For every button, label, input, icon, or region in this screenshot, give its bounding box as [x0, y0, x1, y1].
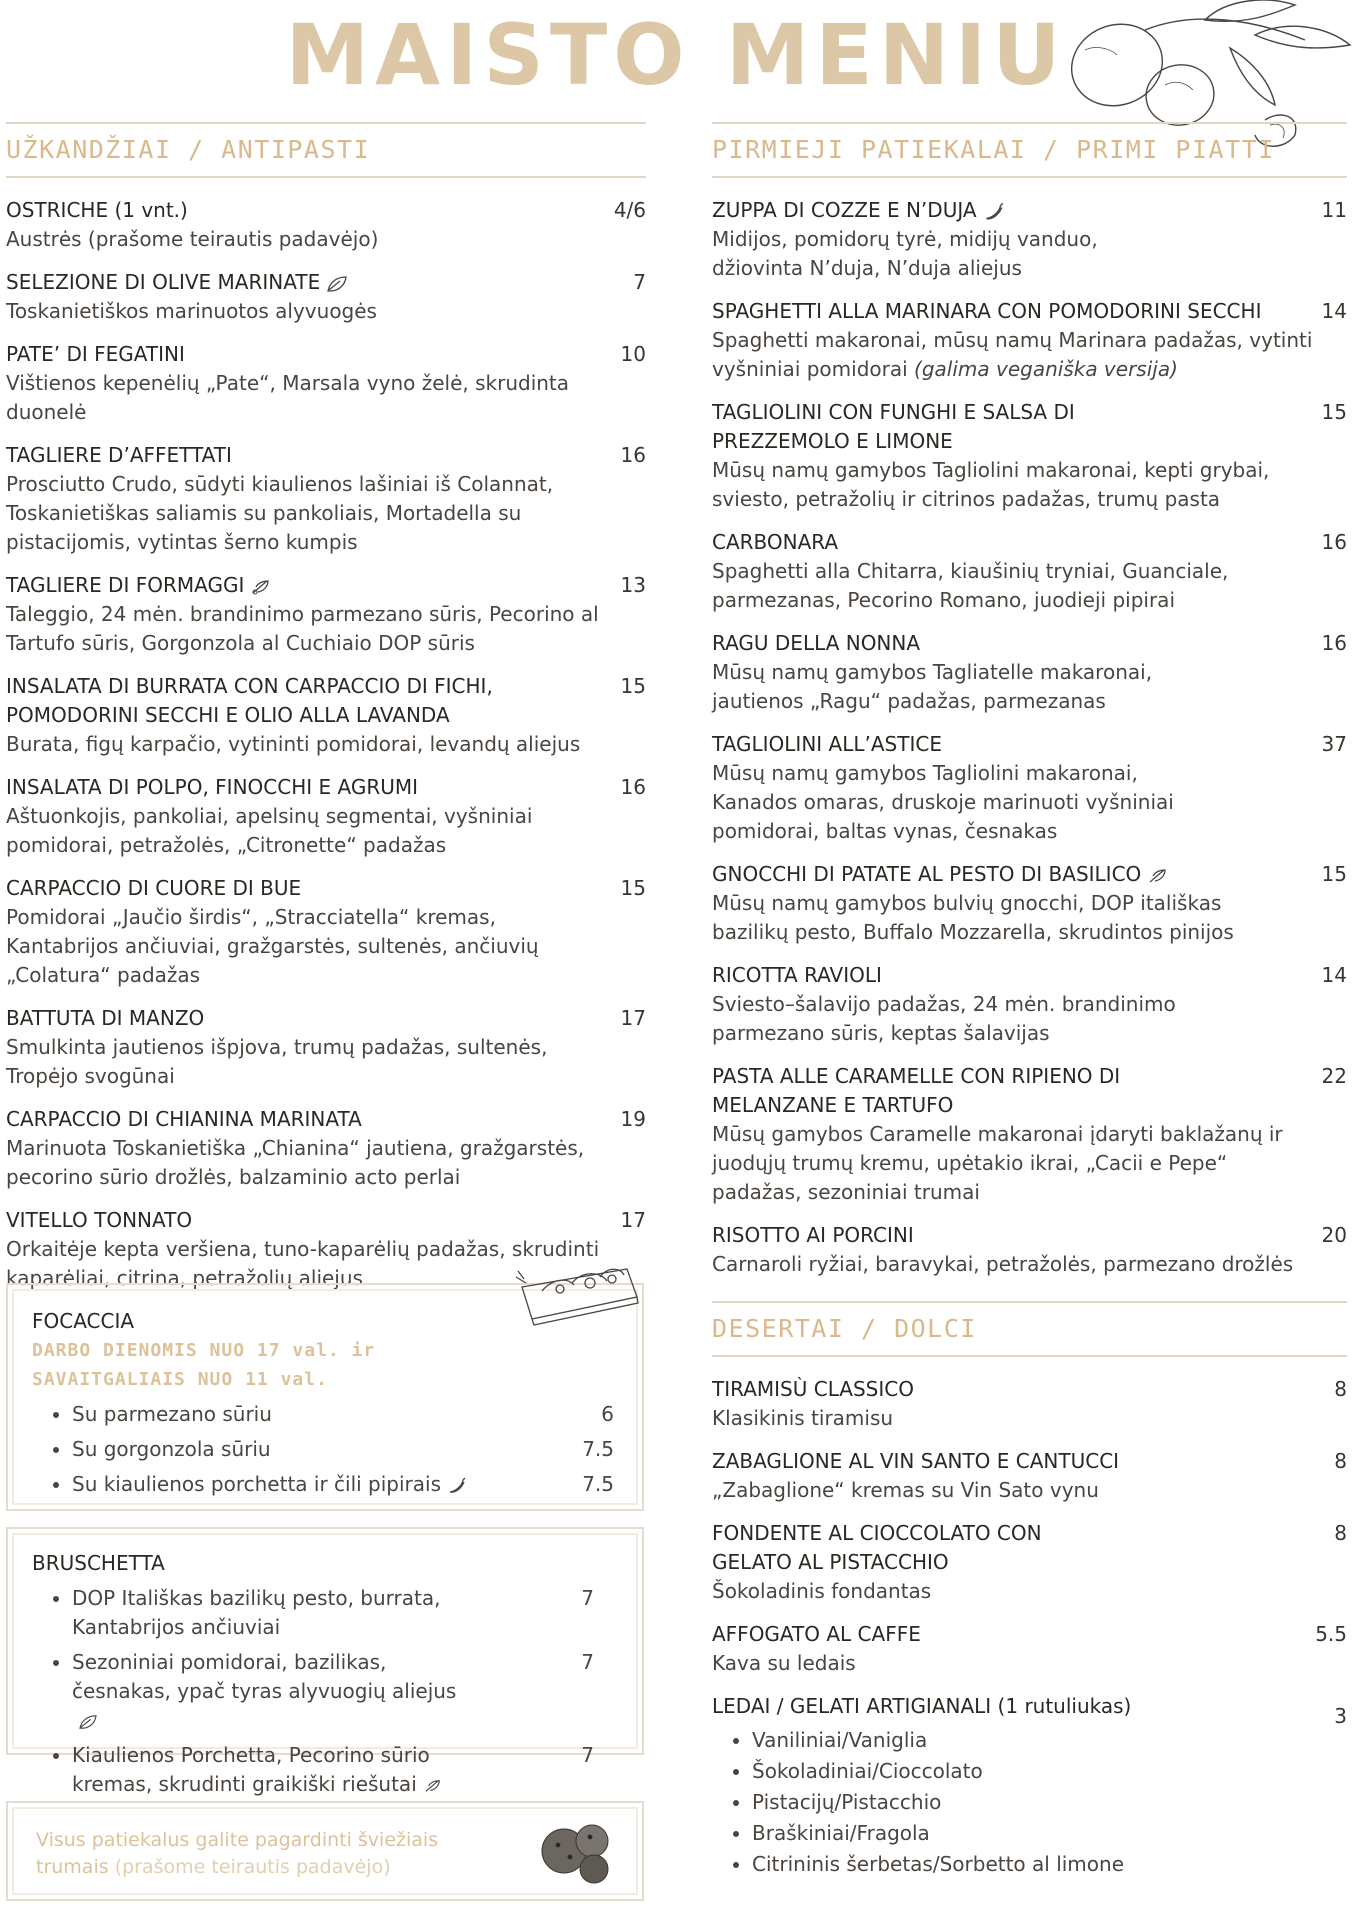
- focaccia-title: FOCACCIA: [32, 1309, 135, 1333]
- vegetarian-icon: [250, 578, 272, 596]
- dolci-header: DESERTAI / DOLCI: [712, 1301, 1347, 1357]
- menu-item: [712, 297, 1347, 384]
- list-item: • Citrininis šerbetas/Sorbetto al limone: [752, 1849, 1313, 1880]
- item-name: TAGLIOLINI ALL’ASTICE: [712, 732, 942, 756]
- list-item-label: Su kiaulienos porchetta ir čili pipirais: [72, 1472, 442, 1496]
- menu-item: [712, 730, 1347, 846]
- item-price: 15: [1321, 862, 1347, 886]
- chili-icon: [447, 1477, 467, 1495]
- item-desc: „Zabaglione“ kremas su Vin Sato vynu: [712, 1478, 1099, 1502]
- leaf-icon: [326, 275, 348, 293]
- item-name: VITELLO TONNATO: [6, 1208, 193, 1232]
- item-name: INSALATA DI POLPO, FINOCCHI E AGRUMI: [6, 775, 419, 799]
- focaccia-box: [6, 1283, 644, 1511]
- item-name: LEDAI / GELATI ARTIGIANALI (1 rutuliukas): [712, 1694, 1132, 1718]
- item-name: AFFOGATO AL CAFFE: [712, 1622, 921, 1646]
- truffle-box: [6, 1801, 644, 1901]
- item-price: 14: [1321, 963, 1347, 987]
- item-desc: Mūsų namų gamybos Tagliolini makaronai, kepti grybai, sviesto, petražolių ir citrinos padažas, trumų pasta: [712, 458, 1270, 511]
- menu-item: [712, 961, 1347, 1048]
- item-price: 11: [1321, 198, 1347, 222]
- item-price: 14: [1321, 299, 1347, 323]
- item-desc: Klasikinis tiramisu: [712, 1406, 894, 1430]
- menu-item: [712, 1062, 1347, 1207]
- item-name: TAGLIERE DI FORMAGGI: [6, 573, 245, 597]
- item-price: 16: [620, 443, 646, 467]
- item-name: RICOTTA RAVIOLI: [712, 963, 882, 987]
- menu-item: [712, 1375, 1347, 1433]
- list-item-price: 7.5: [582, 1472, 614, 1496]
- bruschetta-box: [6, 1527, 644, 1796]
- item-price: 19: [620, 1107, 646, 1131]
- item-name: SPAGHETTI ALLA MARINARA CON POMODORINI SECCHI: [712, 299, 1262, 323]
- item-name: SELEZIONE DI OLIVE MARINATE: [6, 270, 321, 294]
- item-price: 3: [1334, 1704, 1347, 1728]
- bruschetta-list: [32, 1584, 624, 1799]
- item-price: 15: [620, 674, 646, 698]
- item-name: PATE’ DI FEGATINI: [6, 342, 185, 366]
- item-desc: Carnaroli ryžiai, baravykai, petražolės, parmezano drožlės: [712, 1252, 1294, 1276]
- item-price: 37: [1321, 732, 1347, 756]
- item-price: 20: [1321, 1223, 1347, 1247]
- item-name: ZABAGLIONE AL VIN SANTO E CANTUCCI: [712, 1449, 1120, 1473]
- item-price: 15: [1321, 400, 1347, 424]
- item-name: OSTRICHE (1 vnt.): [6, 198, 188, 222]
- item-desc: Mūsų namų gamybos Tagliatelle makaronai, jautienos „Ragu“ padažas, parmezanas: [712, 660, 1153, 713]
- item-price: 8: [1334, 1377, 1347, 1401]
- menu-item: [6, 874, 646, 990]
- item-desc: Smulkinta jautienos išpjova, trumų padažas, sultenės, Tropėjo svogūnai: [6, 1035, 548, 1088]
- gelato-flavor-list: [712, 1725, 1313, 1880]
- menu-item: [6, 773, 646, 860]
- item-note: (galima veganiška versija): [914, 357, 1178, 381]
- menu-item: [6, 441, 646, 557]
- item-price: 15: [620, 876, 646, 900]
- item-desc: Toskanietiškos marinuotos alyvuogės: [6, 299, 377, 323]
- item-desc: Prosciutto Crudo, sūdyti kiaulienos lašiniai iš Colannat, Toskanietiškas saliamis su pankoliais, Mortadella su pistacijomis, vytintas šerno kumpis: [6, 472, 554, 554]
- item-price: 16: [620, 775, 646, 799]
- leaf-icon: [78, 1714, 98, 1730]
- item-price: 17: [620, 1006, 646, 1030]
- primi-section: [712, 122, 1347, 1894]
- menu-item: [6, 1004, 646, 1091]
- item-desc: Vištienos kepenėlių „Pate“, Marsala vyno želė, skrudinta duonelė: [6, 371, 570, 424]
- item-name: CARBONARA: [712, 530, 839, 554]
- item-desc: Sviesto–šalavijo padažas, 24 mėn. brandinimo parmezano sūris, keptas šalavijas: [712, 992, 1176, 1045]
- item-price: 13: [620, 573, 646, 597]
- item-desc: Orkaitėje kepta veršiena, tuno-kaparėlių padažas, skrudinti kaparėliai, citrina, petražolių aliejus: [6, 1237, 600, 1290]
- chili-icon: [983, 202, 1005, 222]
- item-price: 16: [1321, 631, 1347, 655]
- primi-header: PIRMIEJI PATIEKALAI / PRIMI PIATTI: [712, 122, 1347, 178]
- truffle-text: Visus patiekalus galite pagardinti šviežiais trumais: [36, 1829, 439, 1878]
- item-price: 5.5: [1315, 1622, 1347, 1646]
- item-name: INSALATA DI BURRATA CON CARPACCIO DI FICHI, POMODORINI SECCHI E OLIO ALLA LAVANDA: [6, 674, 493, 727]
- list-item-label: Sezoniniai pomidorai, bazilikas, česnakas, ypač tyras alyvuogių aliejus: [72, 1650, 457, 1703]
- item-desc: Mūsų namų gamybos bulvių gnocchi, DOP itališkas bazilikų pesto, Buffalo Mozzarella, skrudintos pinijos: [712, 891, 1234, 944]
- list-item-price: 7: [581, 1586, 594, 1610]
- menu-item: [6, 571, 646, 658]
- menu-item: [712, 1519, 1347, 1606]
- item-desc: Taleggio, 24 mėn. brandinimo parmezano sūris, Pecorino al Tartufo sūris, Gorgonzola al Cuchiaio DOP sūris: [6, 602, 599, 655]
- item-price: 16: [1321, 530, 1347, 554]
- item-name: ZUPPA DI COZZE E N’DUJA: [712, 198, 977, 222]
- item-desc: Mūsų namų gamybos Tagliolini makaronai, Kanados omaras, druskoje marinuoti vyšniniai pomidorai, baltas vynas, česnakas: [712, 761, 1174, 843]
- item-desc: Šokoladinis fondantas: [712, 1579, 932, 1603]
- list-item: [72, 1435, 624, 1464]
- menu-item: [6, 672, 646, 759]
- page-title: MAISTO MENIU: [285, 6, 1067, 104]
- list-item: [72, 1584, 624, 1642]
- bruschetta-board-illustration: [512, 1257, 642, 1327]
- list-item-price: 7: [581, 1650, 594, 1674]
- menu-item: [6, 196, 646, 254]
- item-desc: Burata, figų karpačio, vytininti pomidorai, levandų aliejus: [6, 732, 581, 756]
- focaccia-hours: DARBO DIENOMIS NUO 17 val. ir SAVAITGALIAIS NUO 11 val.: [32, 1340, 376, 1390]
- item-name: RISOTTO AI PORCINI: [712, 1223, 914, 1247]
- list-item: [72, 1400, 624, 1429]
- item-name: PASTA ALLE CARAMELLE CON RIPIENO DI MELANZANE E TARTUFO: [712, 1064, 1121, 1117]
- menu-item: [6, 1105, 646, 1192]
- nut-icon: [1147, 867, 1169, 885]
- item-name: TAGLIOLINI CON FUNGHI E SALSA DI PREZZEMOLO E LIMONE: [712, 400, 1075, 453]
- list-item: [72, 1741, 624, 1799]
- list-item: • Šokoladiniai/Cioccolato: [752, 1756, 1313, 1787]
- list-item-price: 6: [601, 1402, 614, 1426]
- truffle-note: (prašome teirautis padavėjo): [114, 1856, 391, 1878]
- item-price: 8: [1334, 1521, 1347, 1545]
- item-desc: Kava su ledais: [712, 1651, 856, 1675]
- item-desc: Mūsų gamybos Caramelle makaronai įdaryti baklažanų ir juodųjų trumų kremu, upėtakio ikrai, „Cacii e Pepe“ padažas, sezoniniai trumai: [712, 1122, 1283, 1204]
- item-desc: Spaghetti alla Chitarra, kiaušinių tryniai, Guanciale, parmezanas, Pecorino Romano, juodieji pipirai: [712, 559, 1229, 612]
- item-desc: Midijos, pomidorų tyrė, midijų vanduo, džiovinta N’duja, N’duja aliejus: [712, 227, 1098, 280]
- menu-item: [6, 340, 646, 427]
- list-item: • Braškiniai/Fragola: [752, 1818, 1313, 1849]
- focaccia-list: [32, 1400, 624, 1499]
- list-item-label: Su parmezano sūriu: [72, 1402, 272, 1426]
- menu-item: [712, 1620, 1347, 1678]
- item-price: 17: [620, 1208, 646, 1232]
- item-price: 22: [1321, 1064, 1347, 1088]
- list-item-label: Su gorgonzola sūriu: [72, 1437, 271, 1461]
- item-name: GNOCCHI DI PATATE AL PESTO DI BASILICO: [712, 862, 1142, 886]
- item-name: TAGLIERE D’AFFETTATI: [6, 443, 232, 467]
- menu-item: [712, 1221, 1347, 1279]
- menu-item: [712, 629, 1347, 716]
- item-desc: Marinuota Toskanietiška „Chianina“ jautiena, gražgarstės, pecorino sūrio drožlės, balzaminio acto perlai: [6, 1136, 585, 1189]
- item-desc: Aštuonkojis, pankoliai, apelsinų segmentai, vyšniniai pomidorai, petražolės, „Citronette“ padažas: [6, 804, 533, 857]
- list-item: [72, 1648, 624, 1735]
- menu-item: [712, 528, 1347, 615]
- menu-item: [712, 1692, 1347, 1880]
- menu-item: [712, 196, 1347, 283]
- item-price: 8: [1334, 1449, 1347, 1473]
- item-name: BATTUTA DI MANZO: [6, 1006, 205, 1030]
- item-desc: Pomidorai „Jaučio širdis“, „Stracciatella“ kremas, Kantabrijos ančiuviai, gražgarstės, sultenės, ančiuvių „Colatura“ padažas: [6, 905, 539, 987]
- truffle-illustration: [534, 1811, 624, 1891]
- list-item-label: Kiaulienos Porchetta, Pecorino sūrio kremas, skrudinti graikiški riešutai: [72, 1743, 430, 1796]
- item-desc: Spaghetti makaronai, mūsų namų Marinara padažas, vytinti vyšniniai pomidorai: [712, 328, 1313, 381]
- item-name: TIRAMISÙ CLASSICO: [712, 1377, 914, 1401]
- antipasti-section: [6, 122, 646, 1307]
- list-item: • Pistacijų/Pistacchio: [752, 1787, 1313, 1818]
- nut-icon: [423, 1778, 443, 1794]
- item-name: CARPACCIO DI CUORE DI BUE: [6, 876, 302, 900]
- menu-item: [712, 398, 1347, 514]
- item-price: 7: [633, 270, 646, 294]
- list-item: • Vaniliniai/Vaniglia: [752, 1725, 1313, 1756]
- item-name: CARPACCIO DI CHIANINA MARINATA: [6, 1107, 362, 1131]
- list-item-price: 7.5: [582, 1437, 614, 1461]
- menu-item: [712, 1447, 1347, 1505]
- item-name: FONDENTE AL CIOCCOLATO CON GELATO AL PISTACCHIO: [712, 1521, 1042, 1574]
- menu-item: [712, 860, 1347, 947]
- item-price: 10: [620, 342, 646, 366]
- item-name: RAGU DELLA NONNA: [712, 631, 921, 655]
- item-price: 4/6: [613, 198, 646, 222]
- list-item-price: 7: [581, 1743, 594, 1767]
- list-item-label: DOP Itališkas bazilikų pesto, burrata, Kantabrijos ančiuviai: [72, 1586, 441, 1639]
- antipasti-header: UŽKANDŽIAI / ANTIPASTI: [6, 122, 646, 178]
- item-desc: Austrės (prašome teirautis padavėjo): [6, 227, 379, 251]
- list-item: [72, 1470, 624, 1499]
- menu-item: [6, 268, 646, 326]
- bruschetta-title: BRUSCHETTA: [32, 1551, 165, 1575]
